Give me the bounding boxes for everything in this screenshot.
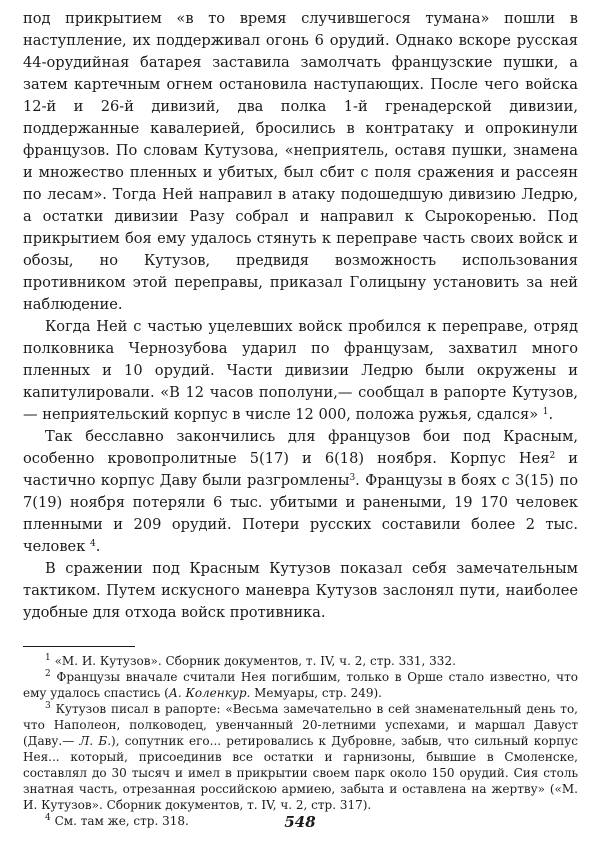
paragraph-2-end: .	[548, 406, 554, 423]
paragraph-4: В сражении под Красным Кутузов показал себя замечательным тактиком. Путем искусного маневра Кутузов заслонял пути, наиболее удобные для отхода войск противника.	[23, 560, 578, 621]
footnote-2	[23, 669, 578, 701]
footnote-1	[23, 653, 578, 669]
footnote-3	[23, 701, 578, 813]
footnote-ref-4: 4	[89, 539, 96, 549]
footnote-ref-1: 1	[542, 407, 549, 417]
footnote-ref-2: 2	[549, 451, 556, 461]
footnote-3-author: Л. Б.	[79, 734, 112, 748]
paragraph-3-text-b: и частично корпус Даву были разгромлены	[23, 450, 579, 489]
paragraph-2-text: Когда Ней с частью уцелевших войск пробился к переправе, отряд полковника Чернозубова ударил по французам, захватил много пленных и 10 орудий. Части дивизии Ледрю были окружены и капитулировали. «В 12 часов пополуни,— сообщал в рапорте Кутузов,— неприятельский корпус в числе 12 000, положа ружья, сдался»	[23, 318, 578, 423]
footnote-divider	[23, 646, 135, 647]
paragraph-3-text-c: . Французы в боях с 3(15) по 7(19) ноября потеряли 6 тыс. убитыми и ранеными, 19 170 человек пленными и 209 орудий. Потери русских составили более 2 тыс. человек	[23, 472, 578, 555]
footnote-3-text-b: ), сопутник его... ретировались к Дубровне, забыв, что сильный корпус Нея... который, присоединив все остатки и гарнизоны, бывшие в Смоленске, составлял до 30 тысяч и имел в прикрытии своем парк около 150 орудий. Сия столь знатная часть, отрезанная российскою армиею, забыта и оставлена на жертву» («М. И. Кутузов». Сборник документов, т. IV, ч. 2, стр. 317).	[23, 734, 578, 812]
paragraph-1: под прикрытием «в то время случившегося тумана» пошли в наступление, их поддерживал огонь 6 орудий. Однако вскоре русская 44-орудийная батарея заставила замолчать французские пушки, а затем картечным огнем остановила наступающих. После чего войска 12-й и 26-й дивизий, два полка 1-й гренадерской дивизии, поддержанные кавалерией, бросились в контратаку и опрокинули французов. По словам Кутузова, «неприятель, оставя пушки, знамена и множество пленных и убитых, был сбит с поля сражения и рассеян по лесам». Тогда Ней направил в атаку подошедшую дивизию Ледрю, а остатки дивизии Разу собрал и направил к Сырокоренью. Под прикрытием боя ему удалось стянуть к переправе часть своих войск и обозы, но Кутузов, предвидя возможность использования противником этой переправы, приказал Голицыну установить за ней наблюдение.	[23, 10, 578, 313]
footnote-4-mark: 4	[45, 813, 51, 823]
footnote-3-text-a: Кутузов писал в рапорте: «Весьма замечательно в сей знаменательный день то, что Наполеон, полководец, увенчанный 20-летними успехами, и маршал Давуст (Даву.—	[23, 702, 578, 748]
footnote-ref-3: 3	[349, 473, 356, 483]
footnote-1-text: «М. И. Кутузов». Сборник документов, т. IV, ч. 2, стр. 331, 332.	[54, 654, 456, 668]
page-number: 548	[284, 813, 316, 831]
paragraph-3-text-a: Так бесславно закончились для французов бои под Красным, особенно кровопролитные 5(17) и 6(18) ноября. Корпус Нея	[23, 428, 578, 467]
page-body	[23, 8, 578, 829]
footnote-2-text-a: Французы вначале считали Нея погибшим, только в Орше стало известно, что ему удалось спастись (	[23, 670, 578, 700]
footnote-2-text-b: Мемуары, стр. 249).	[250, 686, 382, 700]
footnote-3-mark: 3	[45, 701, 51, 711]
paragraph-3-end: .	[95, 538, 101, 555]
footnote-4-text: См. там же, стр. 318.	[54, 814, 189, 828]
footnote-1-mark: 1	[45, 653, 51, 663]
footnote-2-mark: 2	[45, 669, 51, 679]
paragraph-2	[23, 316, 578, 426]
footnote-2-author: А. Коленкур.	[168, 686, 251, 700]
paragraph-3	[23, 426, 578, 558]
